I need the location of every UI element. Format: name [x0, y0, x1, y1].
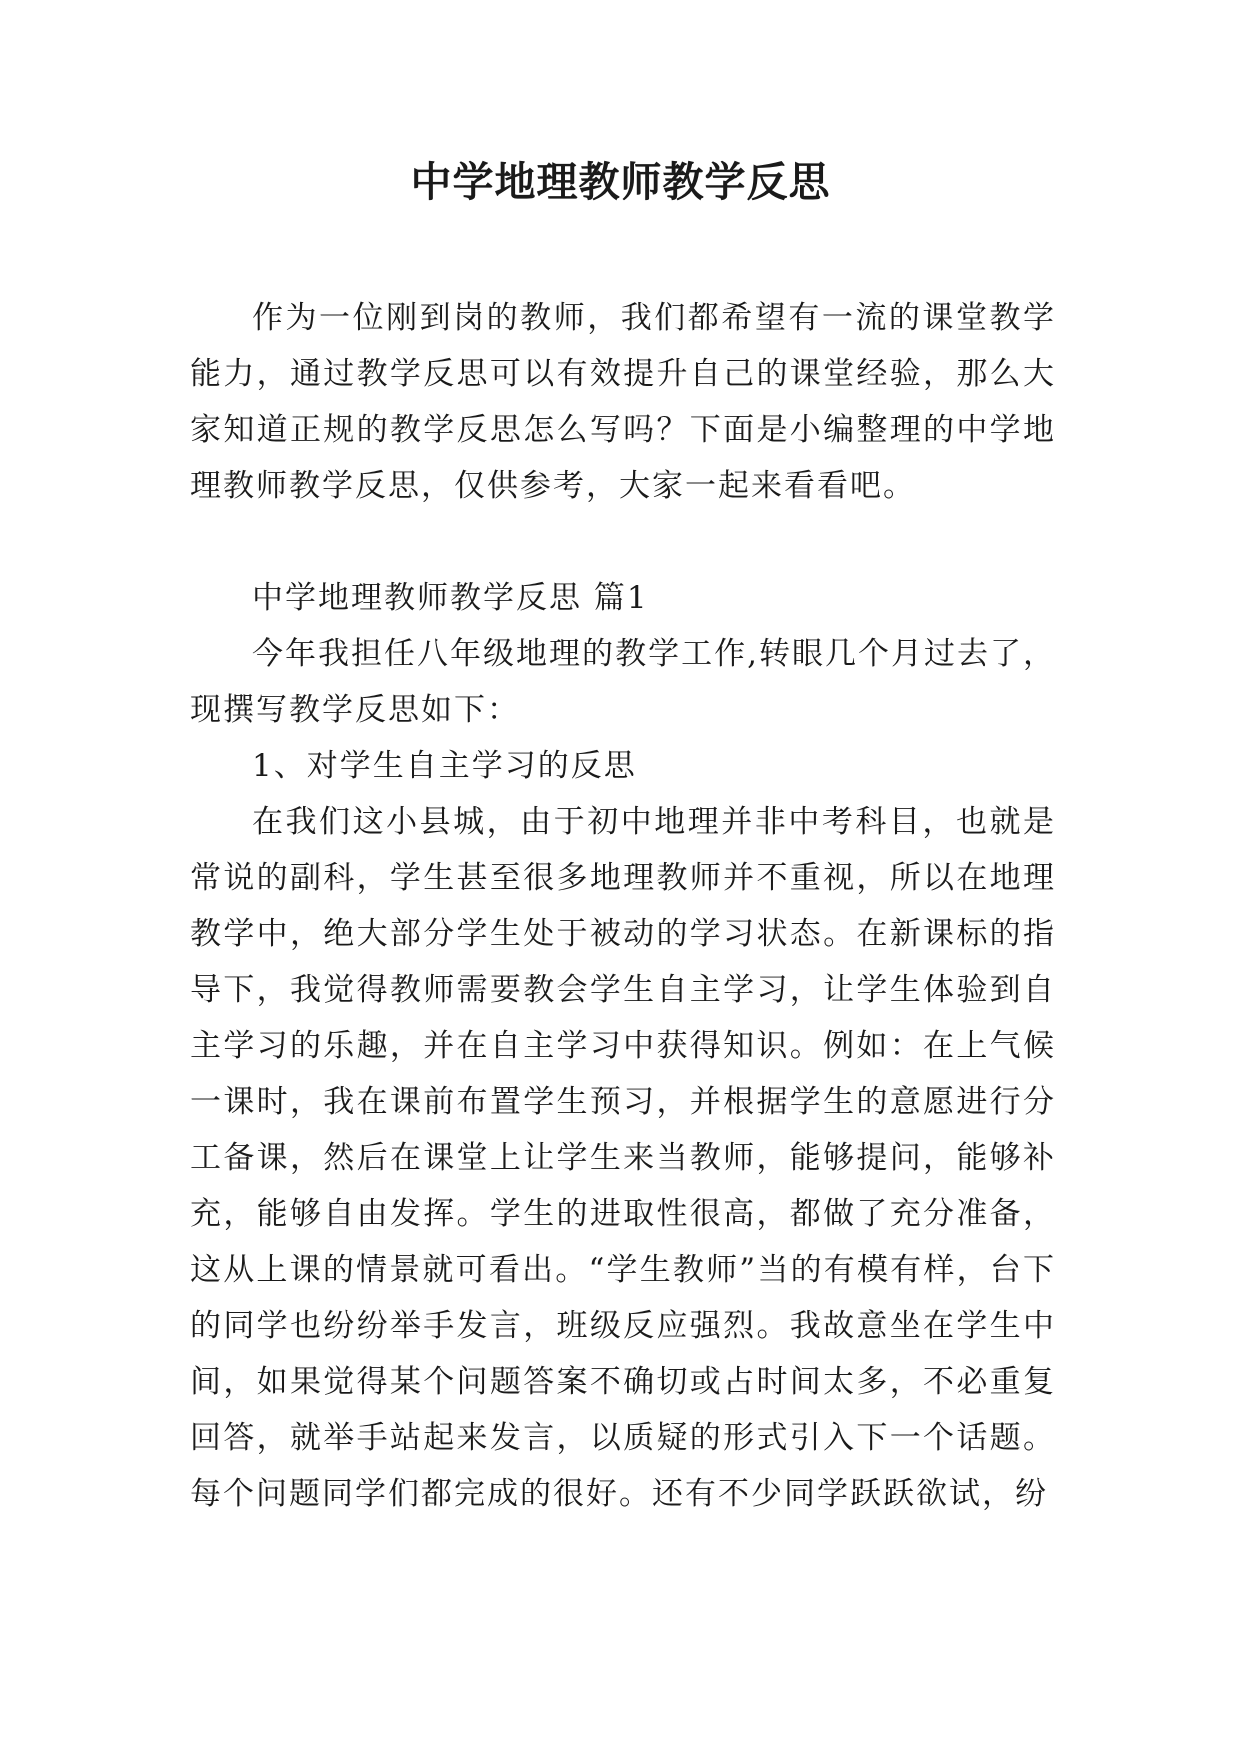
section-heading: 中学地理教师教学反思 篇1 — [252, 580, 649, 616]
intro-paragraph: 作为一位刚到岗的教师，我们都希望有一流的课堂教学能力，通过教学反思可以有效提升自己的课堂经验，那么大家知道正规的教学反思怎么写吗？下面是小编整理的中学地理教师教学反思，仅供参考，大家一起来看看吧。 — [190, 300, 1056, 504]
document-body — [190, 290, 1056, 1522]
body-paragraph-2: 在我们这小县城，由于初中地理并非中考科目，也就是常说的副科，学生甚至很多地理教师并不重视，所以在地理教学中，绝大部分学生处于被动的学习状态。在新课标的指导下，我觉得教师需要教会学生自主学习，让学生体验到自主学习的乐趣，并在自主学习中获得知识。例如：在上气候一课时，我在课前布置学生预习，并根据学生的意愿进行分工备课，然后在课堂上让学生来当教师，能够提问，能够补充，能够自由发挥。学生的进取性很高，都做了充分准备，这从上课的情景就可看出。“学生教师”当的有模有样，台下的同学也纷纷举手发言，班级反应强烈。我故意坐在学生中间，如果觉得某个问题答案不确切或占时间太多，不必重复回答，就举手站起来发言，以质疑的形式引入下一个话题。每个问题同学们都完成的很好。还有不少同学跃跃欲试，纷 — [190, 804, 1056, 1512]
subheading-1: 1、对学生自主学习的反思 — [252, 748, 637, 784]
paragraph-gap — [190, 514, 1056, 570]
document-title: 中学地理教师教学反思 — [410, 158, 831, 206]
body-paragraph-1: 今年我担任八年级地理的教学工作,转眼几个月过去了，现撰写教学反思如下： — [190, 636, 1056, 728]
